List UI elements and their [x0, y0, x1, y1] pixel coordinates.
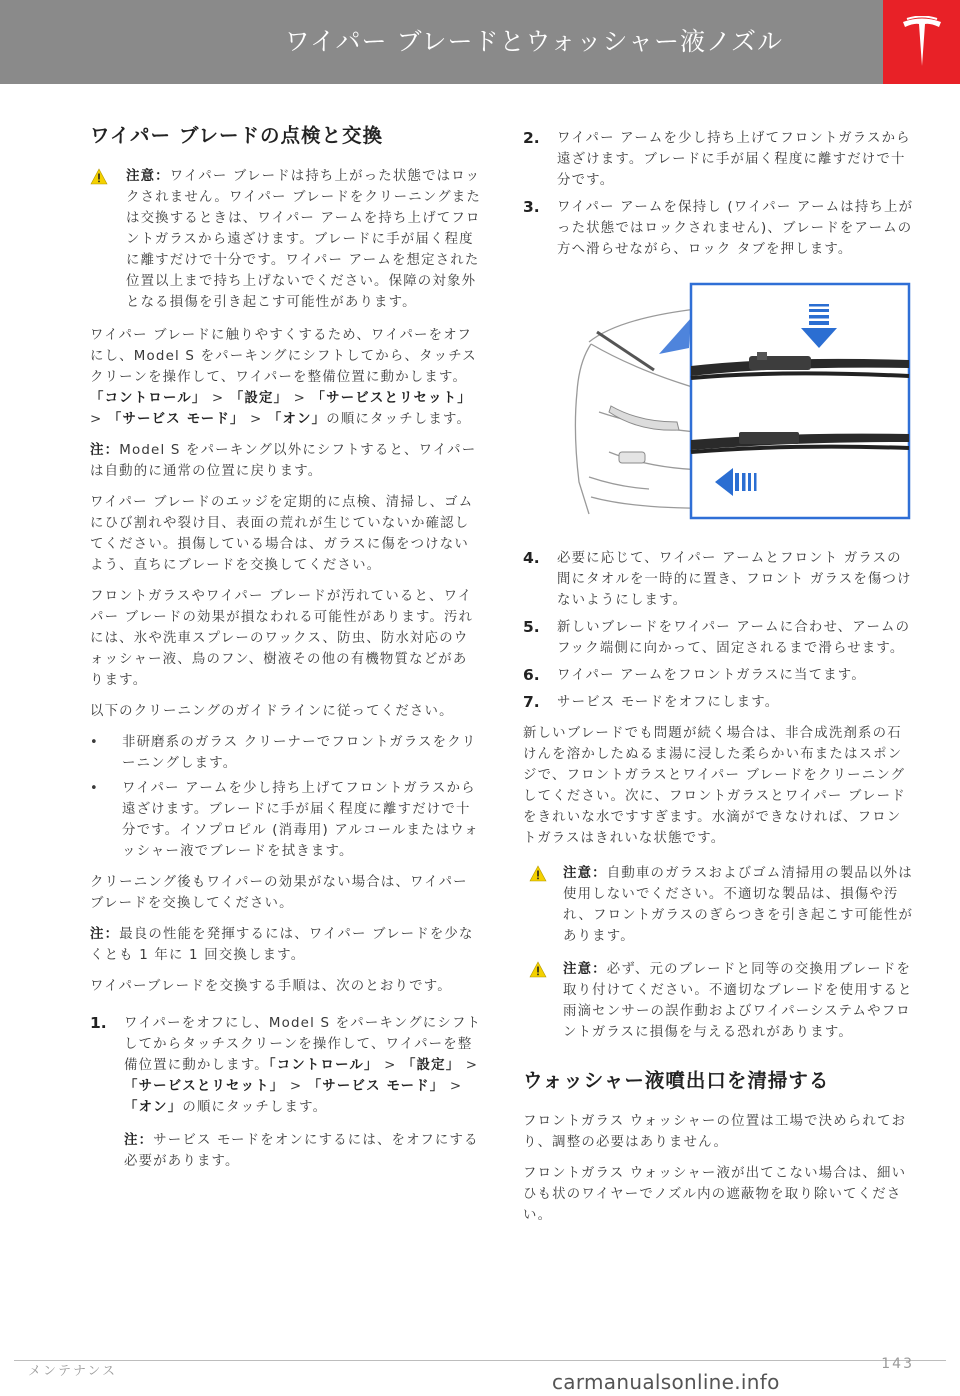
menu-path-on: 「オン」: [267, 412, 327, 427]
step-4: [523, 548, 915, 611]
menu-path-service-mode: 「サービス モード」: [307, 1079, 445, 1094]
caution-label: 注意：: [563, 866, 607, 881]
footer-page-number: 143: [881, 1356, 914, 1372]
note-body: サービス モードをオンにするには、をオフにする必要があります。: [124, 1133, 479, 1169]
menu-path-controls: 「コントロール」: [268, 1058, 379, 1073]
paragraph: フロントガラスやワイパー ブレードが汚れていると、ワイパー ブレードの効果が損なわれる可能性があります。汚れには、氷や洗車スプレーのワックス、防虫、防水対応のウォッシャー液、鳥のフン、樹液その他の有機物質などがあります。: [90, 589, 474, 688]
step-text: 必要に応じて、ワイパー アームとフロント ガラスの間にタオルを一時的に置き、フロント ガラスを傷つけないようにします。: [557, 551, 912, 608]
step-text: 新しいブレードをワイパー アームに合わせ、アームのフック端側に向かって、固定されるまで滑らせます。: [557, 620, 911, 656]
list-item-text: • 非研磨系のガラス クリーナーでフロントガラスをクリーニングします。: [122, 735, 477, 771]
note-label: 注：: [90, 927, 120, 942]
step-text: [124, 1013, 482, 1118]
menu-path-on: 「オン」: [124, 1100, 183, 1115]
step-1: [90, 1013, 482, 1172]
separator: >: [288, 391, 312, 406]
footer-divider: [14, 1360, 946, 1361]
paragraph: 以下のクリーニングのガイドラインに従ってください。: [90, 704, 454, 719]
step-7: [523, 692, 915, 713]
caution-body: 必ず、元のブレードと同等の交換用ブレードを取り付けてください。不適切なブレードを使用すると雨滴センサーの誤作動およびワイパーシステムやフロントガラスに損傷を与える恐れがあります。: [563, 962, 913, 1040]
step-text: サービス モードをオフにします。: [557, 695, 780, 710]
step-note: [124, 1130, 482, 1172]
separator: >: [244, 412, 268, 427]
header-band: [0, 0, 883, 84]
footer-section-name: メンテナンス: [28, 1364, 117, 1379]
text: の順にタッチします。: [326, 412, 472, 427]
paragraph: ワイパーブレードを交換する手順は、次のとおりです。: [90, 979, 452, 994]
text: の順にタッチします。: [182, 1100, 328, 1115]
note-body: Model S をパーキング以外にシフトすると、ワイパーは自動的に通常の位置に戻ります。: [90, 443, 477, 479]
step-5: [523, 617, 915, 659]
separator: >: [90, 412, 108, 427]
caution-body: ワイパー ブレードは持ち上がった状態ではロックされません。ワイパー ブレードをクリーニングまたは交換するときは、ワイパー アームを持ち上げてフロントガラスから遠ざけます。ブレードに手が届く程度に離すだけで十分です。ワイパー アームを想定された位置以上まで持ち上げないでください。保障の対象外となる損傷を引き起こす可能性があります。: [126, 169, 481, 310]
text: ワイパーをオフにし、Model S をパーキングにシフトしてからタッチスクリーンを操作して、ワイパーを整備位置に動かします。: [124, 1016, 482, 1073]
section-heading-washer: ウォッシャー液噴出口を清掃する: [523, 1069, 830, 1092]
caution-text: [563, 959, 915, 1043]
text: ワイパー ブレードに触りやすくするため、ワイパーをオフにし、Model S をパーキングにシフトしてから、タッチスクリーンを操作して、ワイパーを整備位置に動かします。: [90, 328, 477, 385]
menu-path-service-mode: 「サービス モード」: [107, 412, 245, 427]
warning-icon: [529, 961, 547, 978]
list-item: [90, 778, 482, 862]
paragraph: [90, 325, 482, 430]
page-title: ワイパー ブレードとウォッシャー液ノズル: [284, 27, 783, 56]
wiper-blade-illustration: [569, 282, 912, 522]
section-heading-wiper: ワイパー ブレードの点検と交換: [90, 124, 384, 147]
caution-text: [126, 166, 482, 313]
separator: >: [284, 1079, 308, 1094]
warning-icon: [90, 168, 108, 185]
note: [90, 924, 482, 966]
menu-path-service-reset: 「サービスとリセット」: [311, 391, 472, 406]
paragraph: フロントガラス ウォッシャーの位置は工場で決められており、調整の必要はありません。: [523, 1114, 907, 1150]
right-column: [523, 128, 915, 1236]
caution-block: [523, 959, 915, 1043]
tesla-logo-icon: [902, 16, 942, 68]
separator: >: [460, 1058, 479, 1073]
note-label: 注：: [124, 1133, 154, 1148]
caution-block: [523, 863, 915, 947]
list-item: [90, 732, 482, 774]
caution-body: 自動車のガラスおよびゴム清掃用の製品以外は使用しないでください。不適切な製品は、損傷や汚れ、フロントガラスのぎらつきを引き起こす可能性があります。: [563, 866, 914, 944]
note: [90, 440, 482, 482]
menu-path-settings: 「設定」: [229, 391, 289, 406]
separator: >: [444, 1079, 463, 1094]
step-number: 4.: [523, 549, 540, 567]
caution-block: [90, 166, 482, 313]
step-3: [523, 197, 915, 260]
step-6: [523, 665, 915, 686]
note-label: 注：: [90, 443, 120, 458]
left-column: [90, 120, 482, 1178]
menu-path-controls: 「コントロール」: [90, 391, 207, 406]
step-text: ワイパー アームを保持し (ワイパー アームは持ち上がった状態ではロックされません)、ブレードをアームの方へ滑らせながら、ロック タブを押します。: [557, 200, 914, 257]
paragraph: クリーニング後もワイパーの効果がない場合は、ワイパー ブレードを交換してください。: [90, 875, 468, 911]
separator: >: [206, 391, 230, 406]
paragraph: フロントガラス ウォッシャー液が出てこない場合は、細いひも状のワイヤーでノズル内の遮蔽物を取り除いてください。: [523, 1166, 907, 1223]
caution-text: [563, 863, 915, 947]
separator: >: [378, 1058, 402, 1073]
step-number: 5.: [523, 618, 540, 636]
watermark: carmanualsonline.info: [552, 1370, 780, 1394]
step-number: 7.: [523, 693, 540, 711]
paragraph: ワイパー ブレードのエッジを定期的に点検、清掃し、ゴムにひび割れや裂け目、表面の荒れが生じていないか確認してください。損傷している場合は、ガラスに傷をつけないよう、直ちにブレードを交換してください。: [90, 495, 474, 573]
note-body: 最良の性能を発揮するには、ワイパー ブレードを少なくとも 1 年に 1 回交換します。: [90, 927, 474, 963]
step-number: 6.: [523, 666, 540, 684]
paragraph: 新しいブレードでも問題が続く場合は、非合成洗剤系の石けんを溶かしたぬるま湯に浸した柔らかい布またはスポンジで、フロントガラスとワイパー ブレードをクリーニングしてください。次に、フロントガラスとワイパー ブレードをきれいな水ですすぎます。水滴ができなければ、フロントガラスはきれいな状態です。: [523, 726, 906, 846]
step-text: ワイパー アームを少し持ち上げてフロントガラスから遠ざけます。ブレードに手が届く程度に離すだけで十分です。: [557, 131, 911, 188]
caution-label: 注意：: [126, 169, 170, 184]
car-wiper-diagram: [569, 282, 912, 522]
step-2: [523, 128, 915, 191]
list-item-text: • ワイパー アームを少し持ち上げてフロントガラスから遠ざけます。ブレードに手が届く程度に離すだけで十分です。イソプロピル (消毒用) アルコールまたはウォッシャー液でブレードを拭きます。: [122, 781, 479, 859]
caution-label: 注意：: [563, 962, 607, 977]
step-number: 1.: [90, 1014, 107, 1032]
menu-path-settings: 「設定」: [401, 1058, 461, 1073]
step-number: 3.: [523, 198, 540, 216]
bullet-list: [90, 732, 482, 862]
step-number: 2.: [523, 129, 540, 147]
menu-path-service-reset: 「サービスとリセット」: [124, 1079, 285, 1094]
step-text: ワイパー アームをフロントガラスに当てます。: [557, 668, 866, 683]
tesla-logo: [883, 0, 960, 84]
warning-icon: [529, 865, 547, 882]
